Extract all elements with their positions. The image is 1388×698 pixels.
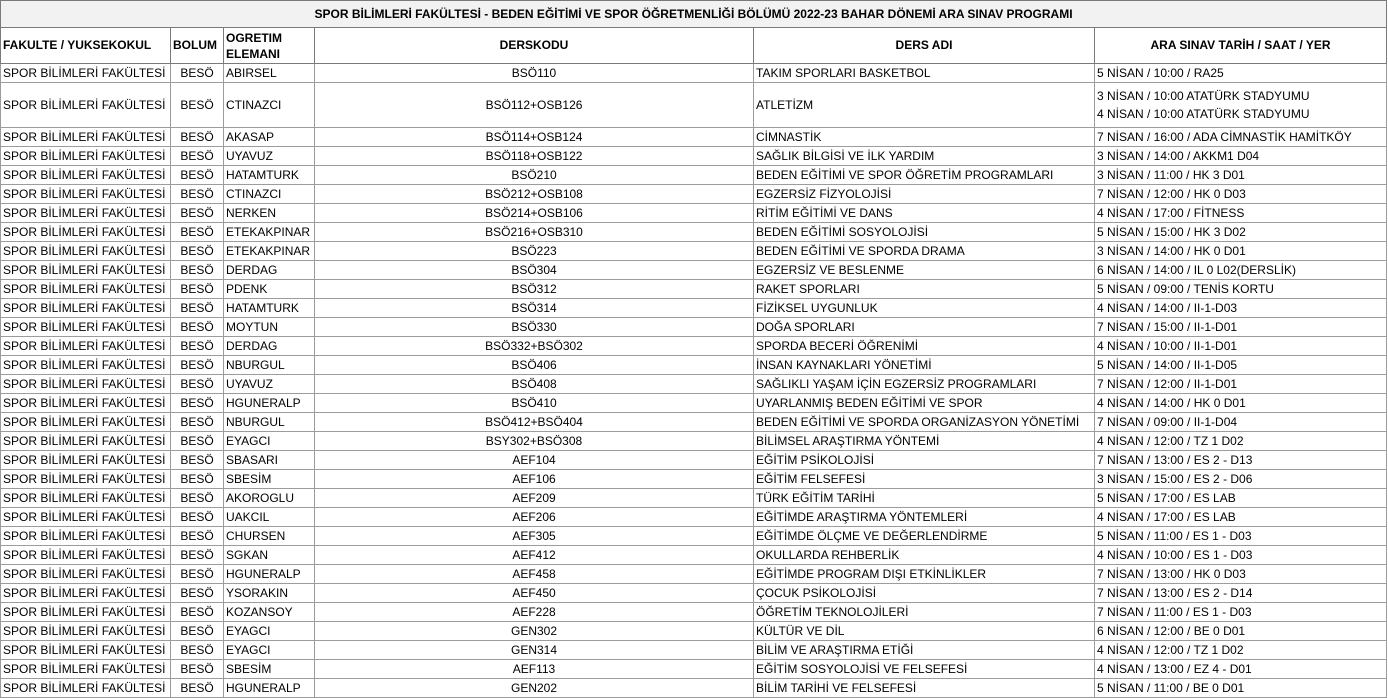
teacher-cell: YSORAKIN (224, 584, 315, 603)
exam-info-cell: 7 NİSAN / 15:00 / II-1-D01 (1095, 318, 1387, 337)
exam-info-cell: 7 NİSAN / 13:00 / HK 0 D03 (1095, 565, 1387, 584)
teacher-cell: ETEKAKPINAR (224, 242, 315, 261)
exam-info-cell: 3 NİSAN / 14:00 / HK 0 D01 (1095, 242, 1387, 261)
course-name-cell: ATLETİZM (754, 83, 1095, 128)
header-exam-info: ARA SINAV TARİH / SAAT / YER (1095, 28, 1387, 64)
table-row (1, 299, 1387, 318)
faculty-cell: SPOR BİLİMLERİ FAKÜLTESİ (1, 261, 171, 280)
department-cell: BESÖ (171, 64, 224, 83)
course-name-cell: KÜLTÜR VE DİL (754, 622, 1095, 641)
course-name-cell: ÇOCUK PSİKOLOJİSİ (754, 584, 1095, 603)
faculty-cell: SPOR BİLİMLERİ FAKÜLTESİ (1, 565, 171, 584)
table-row (1, 166, 1387, 185)
faculty-cell: SPOR BİLİMLERİ FAKÜLTESİ (1, 318, 171, 337)
department-cell: BESÖ (171, 432, 224, 451)
teacher-cell: CTINAZCI (224, 185, 315, 204)
course-name-cell: EGZERSİZ VE BESLENME (754, 261, 1095, 280)
table-row (1, 508, 1387, 527)
exam-info-cell: 5 NİSAN / 11:00 / BE 0 D01 (1095, 679, 1387, 698)
faculty-cell: SPOR BİLİMLERİ FAKÜLTESİ (1, 204, 171, 223)
faculty-cell: SPOR BİLİMLERİ FAKÜLTESİ (1, 64, 171, 83)
course-code-cell: BSÖ110 (315, 64, 754, 83)
department-cell: BESÖ (171, 147, 224, 166)
teacher-cell: DERDAG (224, 261, 315, 280)
department-cell: BESÖ (171, 565, 224, 584)
exam-info-cell: 5 NİSAN / 10:00 / RA25 (1095, 64, 1387, 83)
department-cell: BESÖ (171, 375, 224, 394)
course-code-cell: BSY302+BSÖ308 (315, 432, 754, 451)
teacher-cell: EYAGCI (224, 641, 315, 660)
faculty-cell: SPOR BİLİMLERİ FAKÜLTESİ (1, 242, 171, 261)
course-name-cell: ÖĞRETİM TEKNOLOJİLERİ (754, 603, 1095, 622)
teacher-cell: HGUNERALP (224, 679, 315, 698)
course-name-cell: SAĞLIK BİLGİSİ VE İLK YARDIM (754, 147, 1095, 166)
table-row (1, 527, 1387, 546)
table-row (1, 337, 1387, 356)
teacher-cell: MOYTUN (224, 318, 315, 337)
faculty-cell: SPOR BİLİMLERİ FAKÜLTESİ (1, 280, 171, 299)
table-row (1, 318, 1387, 337)
teacher-cell: KOZANSOY (224, 603, 315, 622)
department-cell: BESÖ (171, 470, 224, 489)
teacher-cell: HGUNERALP (224, 394, 315, 413)
teacher-cell: DERDAG (224, 337, 315, 356)
table-row (1, 204, 1387, 223)
course-name-cell: BEDEN EĞİTİMİ VE SPOR ÖĞRETİM PROGRAMLARI (754, 166, 1095, 185)
faculty-cell: SPOR BİLİMLERİ FAKÜLTESİ (1, 508, 171, 527)
course-name-cell: EĞİTİM FELSEFESİ (754, 470, 1095, 489)
teacher-cell: SBASARI (224, 451, 315, 470)
teacher-cell: PDENK (224, 280, 315, 299)
course-name-cell: BİLİMSEL ARAŞTIRMA YÖNTEMİ (754, 432, 1095, 451)
table-row (1, 280, 1387, 299)
department-cell: BESÖ (171, 413, 224, 432)
teacher-cell: SBESİM (224, 470, 315, 489)
exam-info-cell: 4 NİSAN / 14:00 / II-1-D03 (1095, 299, 1387, 318)
faculty-cell: SPOR BİLİMLERİ FAKÜLTESİ (1, 147, 171, 166)
department-cell: BESÖ (171, 527, 224, 546)
course-name-cell: EĞİTİM SOSYOLOJİSİ VE FELSEFESİ (754, 660, 1095, 679)
course-name-cell: BEDEN EĞİTİMİ SOSYOLOJİSİ (754, 223, 1095, 242)
faculty-cell: SPOR BİLİMLERİ FAKÜLTESİ (1, 83, 171, 128)
table-row (1, 641, 1387, 660)
faculty-cell: SPOR BİLİMLERİ FAKÜLTESİ (1, 337, 171, 356)
table-row (1, 394, 1387, 413)
department-cell: BESÖ (171, 584, 224, 603)
department-cell: BESÖ (171, 280, 224, 299)
department-cell: BESÖ (171, 223, 224, 242)
course-code-cell: BSÖ408 (315, 375, 754, 394)
header-row (1, 28, 1387, 64)
exam-info-cell: 6 NİSAN / 12:00 / BE 0 D01 (1095, 622, 1387, 641)
department-cell: BESÖ (171, 185, 224, 204)
header-faculty: FAKULTE / YUKSEKOKUL (1, 28, 171, 64)
department-cell: BESÖ (171, 641, 224, 660)
table-row (1, 185, 1387, 204)
teacher-cell: ABIRSEL (224, 64, 315, 83)
course-name-cell: UYARLANMIŞ BEDEN EĞİTİMİ VE SPOR (754, 394, 1095, 413)
department-cell: BESÖ (171, 242, 224, 261)
department-cell: BESÖ (171, 83, 224, 128)
faculty-cell: SPOR BİLİMLERİ FAKÜLTESİ (1, 641, 171, 660)
department-cell: BESÖ (171, 508, 224, 527)
faculty-cell: SPOR BİLİMLERİ FAKÜLTESİ (1, 394, 171, 413)
teacher-cell: CTINAZCI (224, 83, 315, 128)
course-name-cell: RAKET SPORLARI (754, 280, 1095, 299)
exam-info-cell: 7 NİSAN / 13:00 / ES 2 - D14 (1095, 584, 1387, 603)
exam-info-cell: 4 NİSAN / 17:00 / ES LAB (1095, 508, 1387, 527)
course-name-cell: BİLİM VE ARAŞTIRMA ETİĞİ (754, 641, 1095, 660)
exam-info-cell: 7 NİSAN / 12:00 / II-1-D01 (1095, 375, 1387, 394)
exam-info-cell: 7 NİSAN / 11:00 / ES 1 - D03 (1095, 603, 1387, 622)
exam-info-cell: 5 NİSAN / 09:00 / TENİS KORTU (1095, 280, 1387, 299)
table-row (1, 375, 1387, 394)
department-cell: BESÖ (171, 204, 224, 223)
course-code-cell: AEF104 (315, 451, 754, 470)
table-row (1, 147, 1387, 166)
teacher-cell: SBESİM (224, 660, 315, 679)
teacher-cell: UAKCIL (224, 508, 315, 527)
course-code-cell: AEF305 (315, 527, 754, 546)
course-code-cell: BSÖ112+OSB126 (315, 83, 754, 128)
faculty-cell: SPOR BİLİMLERİ FAKÜLTESİ (1, 128, 171, 147)
department-cell: BESÖ (171, 622, 224, 641)
faculty-cell: SPOR BİLİMLERİ FAKÜLTESİ (1, 413, 171, 432)
table-row (1, 432, 1387, 451)
exam-info-cell: 4 NİSAN / 12:00 / TZ 1 D02 (1095, 432, 1387, 451)
teacher-cell: ETEKAKPINAR (224, 223, 315, 242)
faculty-cell: SPOR BİLİMLERİ FAKÜLTESİ (1, 299, 171, 318)
faculty-cell: SPOR BİLİMLERİ FAKÜLTESİ (1, 603, 171, 622)
teacher-cell: UYAVUZ (224, 147, 315, 166)
course-name-cell: FİZİKSEL UYGUNLUK (754, 299, 1095, 318)
department-cell: BESÖ (171, 337, 224, 356)
exam-info-cell: 3 NİSAN / 15:00 / ES 2 - D06 (1095, 470, 1387, 489)
course-name-cell: OKULLARDA REHBERLİK (754, 546, 1095, 565)
table-row (1, 128, 1387, 147)
course-code-cell: AEF209 (315, 489, 754, 508)
course-code-cell: BSÖ212+OSB108 (315, 185, 754, 204)
course-name-cell: DOĞA SPORLARI (754, 318, 1095, 337)
course-code-cell: AEF206 (315, 508, 754, 527)
course-name-cell: BEDEN EĞİTİMİ VE SPORDA DRAMA (754, 242, 1095, 261)
header-course-name: DERS ADI (754, 28, 1095, 64)
course-name-cell: SPORDA BECERİ ÖĞRENİMİ (754, 337, 1095, 356)
faculty-cell: SPOR BİLİMLERİ FAKÜLTESİ (1, 660, 171, 679)
course-code-cell: BSÖ406 (315, 356, 754, 375)
faculty-cell: SPOR BİLİMLERİ FAKÜLTESİ (1, 432, 171, 451)
course-name-cell: EĞİTİM PSİKOLOJİSİ (754, 451, 1095, 470)
teacher-cell: HATAMTURK (224, 166, 315, 185)
course-code-cell: BSÖ412+BSÖ404 (315, 413, 754, 432)
course-code-cell: GEN302 (315, 622, 754, 641)
header-course-code: DERSKODU (315, 28, 754, 64)
exam-info-cell: 4 NİSAN / 13:00 / EZ 4 - D01 (1095, 660, 1387, 679)
faculty-cell: SPOR BİLİMLERİ FAKÜLTESİ (1, 375, 171, 394)
course-name-cell: EĞİTİMDE PROGRAM DIŞI ETKİNLİKLER (754, 565, 1095, 584)
course-code-cell: BSÖ210 (315, 166, 754, 185)
department-cell: BESÖ (171, 679, 224, 698)
course-code-cell: AEF412 (315, 546, 754, 565)
course-name-cell: TAKIM SPORLARI BASKETBOL (754, 64, 1095, 83)
department-cell: BESÖ (171, 356, 224, 375)
teacher-cell: HATAMTURK (224, 299, 315, 318)
teacher-cell: CHURSEN (224, 527, 315, 546)
course-code-cell: AEF228 (315, 603, 754, 622)
exam-info-cell: 5 NİSAN / 15:00 / HK 3 D02 (1095, 223, 1387, 242)
course-name-cell: İNSAN KAYNAKLARI YÖNETİMİ (754, 356, 1095, 375)
table-row (1, 470, 1387, 489)
department-cell: BESÖ (171, 166, 224, 185)
exam-info-cell: 7 NİSAN / 12:00 / HK 0 D03 (1095, 185, 1387, 204)
table-row (1, 660, 1387, 679)
exam-info-cell: 3 NİSAN / 14:00 / AKKM1 D04 (1095, 147, 1387, 166)
exam-info-cell: 4 NİSAN / 14:00 / HK 0 D01 (1095, 394, 1387, 413)
course-code-cell: BSÖ314 (315, 299, 754, 318)
course-code-cell: BSÖ410 (315, 394, 754, 413)
department-cell: BESÖ (171, 546, 224, 565)
course-code-cell: GEN314 (315, 641, 754, 660)
department-cell: BESÖ (171, 489, 224, 508)
faculty-cell: SPOR BİLİMLERİ FAKÜLTESİ (1, 546, 171, 565)
department-cell: BESÖ (171, 394, 224, 413)
exam-info-cell: 6 NİSAN / 14:00 / IL 0 L02(DERSLİK) (1095, 261, 1387, 280)
course-code-cell: AEF106 (315, 470, 754, 489)
table-row (1, 546, 1387, 565)
exam-info-cell: 5 NİSAN / 17:00 / ES LAB (1095, 489, 1387, 508)
exam-info-cell: 7 NİSAN / 13:00 / ES 2 - D13 (1095, 451, 1387, 470)
table-row (1, 413, 1387, 432)
teacher-cell: EYAGCI (224, 432, 315, 451)
department-cell: BESÖ (171, 603, 224, 622)
course-code-cell: BSÖ114+OSB124 (315, 128, 754, 147)
course-code-cell: GEN202 (315, 679, 754, 698)
exam-info-cell: 4 NİSAN / 10:00 / II-1-D01 (1095, 337, 1387, 356)
faculty-cell: SPOR BİLİMLERİ FAKÜLTESİ (1, 622, 171, 641)
course-name-cell: CİMNASTİK (754, 128, 1095, 147)
department-cell: BESÖ (171, 451, 224, 470)
teacher-cell: AKASAP (224, 128, 315, 147)
header-teacher: OGRETIM ELEMANI (224, 28, 315, 64)
faculty-cell: SPOR BİLİMLERİ FAKÜLTESİ (1, 527, 171, 546)
table-row (1, 242, 1387, 261)
faculty-cell: SPOR BİLİMLERİ FAKÜLTESİ (1, 185, 171, 204)
course-code-cell: BSÖ332+BSÖ302 (315, 337, 754, 356)
table-body (1, 64, 1387, 698)
department-cell: BESÖ (171, 299, 224, 318)
faculty-cell: SPOR BİLİMLERİ FAKÜLTESİ (1, 166, 171, 185)
teacher-cell: EYAGCI (224, 622, 315, 641)
course-code-cell: BSÖ118+OSB122 (315, 147, 754, 166)
course-name-cell: BİLİM TARİHİ VE FELSEFESİ (754, 679, 1095, 698)
exam-info-cell: 4 NİSAN / 10:00 / ES 1 - D03 (1095, 546, 1387, 565)
table-row (1, 584, 1387, 603)
teacher-cell: NBURGUL (224, 356, 315, 375)
faculty-cell: SPOR BİLİMLERİ FAKÜLTESİ (1, 451, 171, 470)
table-row (1, 223, 1387, 242)
department-cell: BESÖ (171, 318, 224, 337)
course-code-cell: AEF113 (315, 660, 754, 679)
exam-info-cell: 3 NİSAN / 11:00 / HK 3 D01 (1095, 166, 1387, 185)
table-row (1, 83, 1387, 128)
table-row (1, 261, 1387, 280)
course-code-cell: BSÖ216+OSB310 (315, 223, 754, 242)
course-code-cell: BSÖ223 (315, 242, 754, 261)
faculty-cell: SPOR BİLİMLERİ FAKÜLTESİ (1, 470, 171, 489)
exam-info-cell: 3 NİSAN / 10:00 ATATÜRK STADYUMU 4 NİSAN / 10:00 ATATÜRK STADYUMU (1095, 83, 1387, 128)
faculty-cell: SPOR BİLİMLERİ FAKÜLTESİ (1, 489, 171, 508)
header-department: BOLUM (171, 28, 224, 64)
table-row (1, 603, 1387, 622)
exam-info-cell: 5 NİSAN / 11:00 / ES 1 - D03 (1095, 527, 1387, 546)
table-row (1, 565, 1387, 584)
title-row (1, 1, 1387, 28)
faculty-cell: SPOR BİLİMLERİ FAKÜLTESİ (1, 356, 171, 375)
exam-info-cell: 7 NİSAN / 16:00 / ADA CİMNASTİK HAMİTKÖY (1095, 128, 1387, 147)
course-name-cell: BEDEN EĞİTİMİ VE SPORDA ORGANİZASYON YÖNETİMİ (754, 413, 1095, 432)
course-code-cell: BSÖ304 (315, 261, 754, 280)
faculty-cell: SPOR BİLİMLERİ FAKÜLTESİ (1, 584, 171, 603)
teacher-cell: SGKAN (224, 546, 315, 565)
table-row (1, 356, 1387, 375)
course-name-cell: TÜRK EĞİTİM TARİHİ (754, 489, 1095, 508)
course-code-cell: BSÖ330 (315, 318, 754, 337)
course-code-cell: AEF458 (315, 565, 754, 584)
teacher-cell: AKOROGLU (224, 489, 315, 508)
teacher-cell: NBURGUL (224, 413, 315, 432)
teacher-cell: HGUNERALP (224, 565, 315, 584)
table-row (1, 451, 1387, 470)
course-code-cell: BSÖ312 (315, 280, 754, 299)
course-name-cell: SAĞLIKLI YAŞAM İÇİN EGZERSİZ PROGRAMLARI (754, 375, 1095, 394)
table-row (1, 622, 1387, 641)
department-cell: BESÖ (171, 128, 224, 147)
table-row (1, 64, 1387, 83)
course-name-cell: RİTİM EĞİTİMİ VE DANS (754, 204, 1095, 223)
table-row (1, 679, 1387, 698)
department-cell: BESÖ (171, 660, 224, 679)
course-name-cell: EĞİTİMDE ARAŞTIRMA YÖNTEMLERİ (754, 508, 1095, 527)
exam-info-cell: 7 NİSAN / 09:00 / II-1-D04 (1095, 413, 1387, 432)
exam-info-cell: 5 NİSAN / 14:00 / II-1-D05 (1095, 356, 1387, 375)
teacher-cell: NERKEN (224, 204, 315, 223)
course-code-cell: AEF450 (315, 584, 754, 603)
faculty-cell: SPOR BİLİMLERİ FAKÜLTESİ (1, 679, 171, 698)
department-cell: BESÖ (171, 261, 224, 280)
sheet-title: SPOR BİLİMLERİ FAKÜLTESİ - BEDEN EĞİTİMİ VE SPOR ÖĞRETMENLİĞİ BÖLÜMÜ 2022-23 BAHAR DÖNEMİ ARA SINAV PROGRAMI (1, 1, 1387, 28)
faculty-cell: SPOR BİLİMLERİ FAKÜLTESİ (1, 223, 171, 242)
table-row (1, 489, 1387, 508)
course-name-cell: EĞİTİMDE ÖLÇME VE DEĞERLENDİRME (754, 527, 1095, 546)
teacher-cell: UYAVUZ (224, 375, 315, 394)
exam-info-cell: 4 NİSAN / 17:00 / FİTNESS (1095, 204, 1387, 223)
exam-info-cell: 4 NİSAN / 12:00 / TZ 1 D02 (1095, 641, 1387, 660)
course-name-cell: EGZERSİZ FİZYOLOJİSİ (754, 185, 1095, 204)
course-code-cell: BSÖ214+OSB106 (315, 204, 754, 223)
